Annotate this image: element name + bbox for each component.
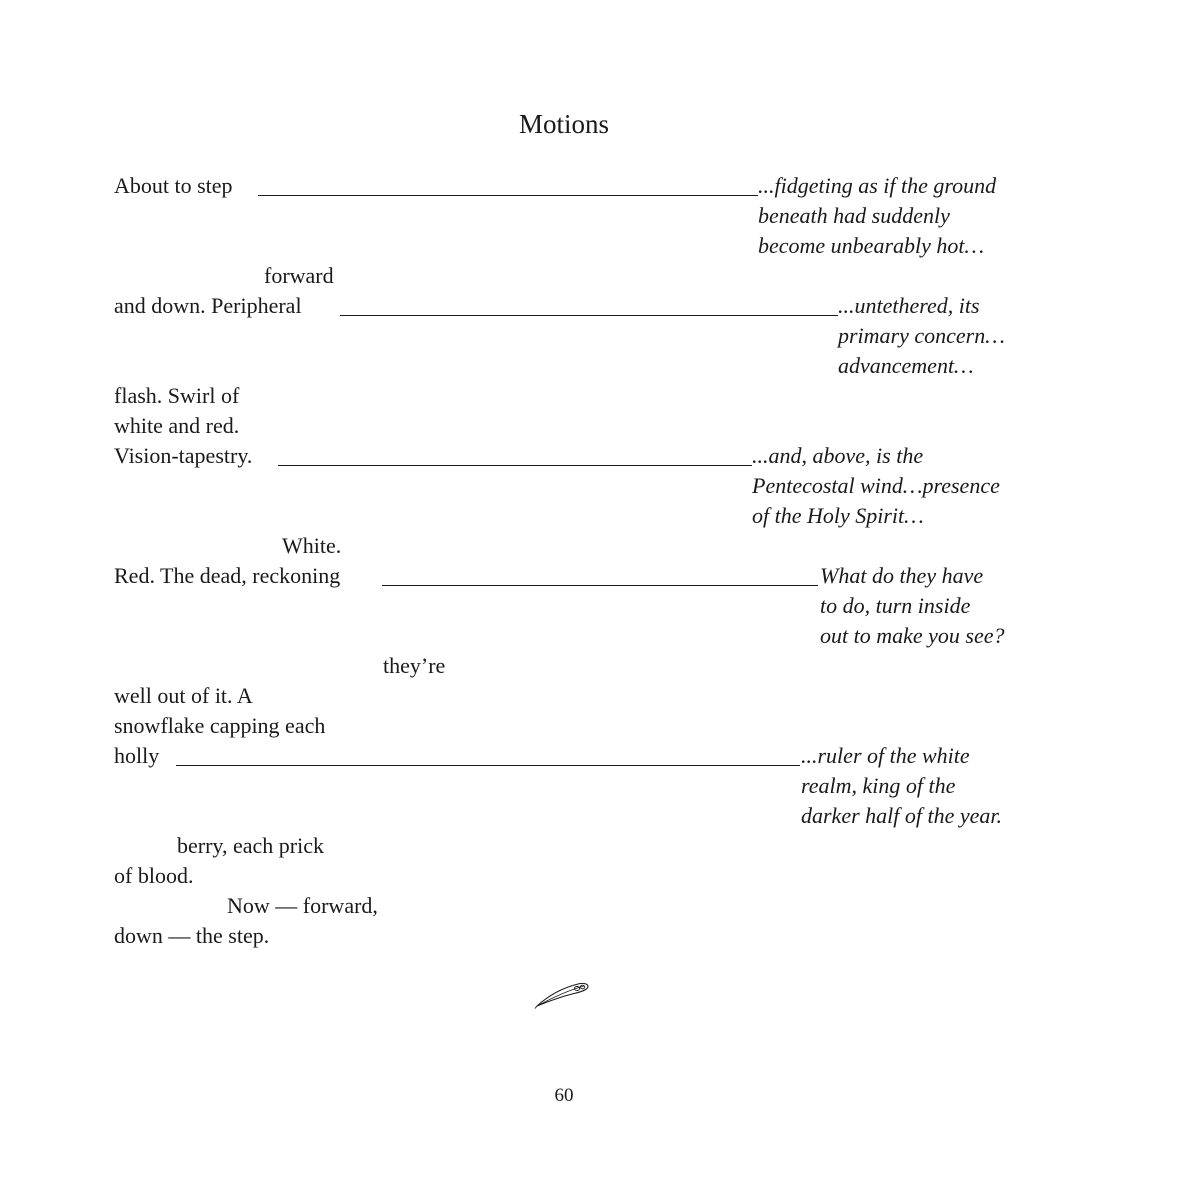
margin-gloss (838, 291, 1005, 381)
poem-line: White. (282, 533, 342, 558)
gloss-line: darker half of the year. (801, 803, 1003, 828)
poem-line: white and red. (114, 413, 240, 438)
poem-line: snowflake capping each (114, 713, 326, 738)
gloss-line: advancement… (838, 353, 974, 378)
gloss-line: ...fidgeting as if the ground (758, 173, 997, 198)
gloss-line: become unbearably hot… (758, 233, 985, 258)
margin-gloss (801, 741, 1002, 831)
gloss-line: Pentecostal wind…presence (752, 473, 1000, 498)
blank-rule (176, 765, 800, 766)
poem-line: holly (114, 743, 160, 768)
poem-line: forward (264, 263, 334, 288)
gloss-line: beneath had suddenly (758, 203, 950, 228)
poem-title: Motions (518, 109, 610, 139)
poem-line: About to step (114, 173, 233, 198)
gloss-line: realm, king of the (801, 773, 956, 798)
poem-line: down — the step. (114, 923, 270, 948)
margin-gloss (752, 441, 1000, 531)
margin-gloss (758, 171, 996, 261)
page-number: 60 (554, 1085, 574, 1106)
gloss-line: to do, turn inside (820, 593, 971, 618)
gloss-line: ...ruler of the white (801, 743, 970, 768)
gloss-line: What do they have (820, 563, 984, 588)
poem-line: berry, each prick (177, 833, 324, 858)
poem-line: flash. Swirl of (114, 383, 240, 408)
gloss-line: out to make you see? (820, 623, 1005, 648)
blank-rule (340, 315, 838, 316)
blank-rule (382, 585, 818, 586)
margin-gloss (820, 561, 1005, 651)
feather-quill-icon (534, 976, 594, 1010)
gloss-line: ...and, above, is the (752, 443, 924, 468)
poem-line: of blood. (114, 863, 194, 888)
poem-line: they’re (383, 653, 446, 678)
blank-rule (258, 195, 758, 196)
poem-line: Vision-tapestry. (114, 443, 253, 468)
gloss-line: of the Holy Spirit… (752, 503, 924, 528)
poem-line: Red. The dead, reckoning (114, 563, 341, 588)
gloss-line: ...untethered, its (838, 293, 980, 318)
poem-line: Now — forward, (227, 893, 378, 918)
blank-rule (278, 465, 752, 466)
poem-line: well out of it. A (114, 683, 253, 708)
gloss-line: primary concern… (838, 323, 1005, 348)
poem-line: and down. Peripheral (114, 293, 302, 318)
